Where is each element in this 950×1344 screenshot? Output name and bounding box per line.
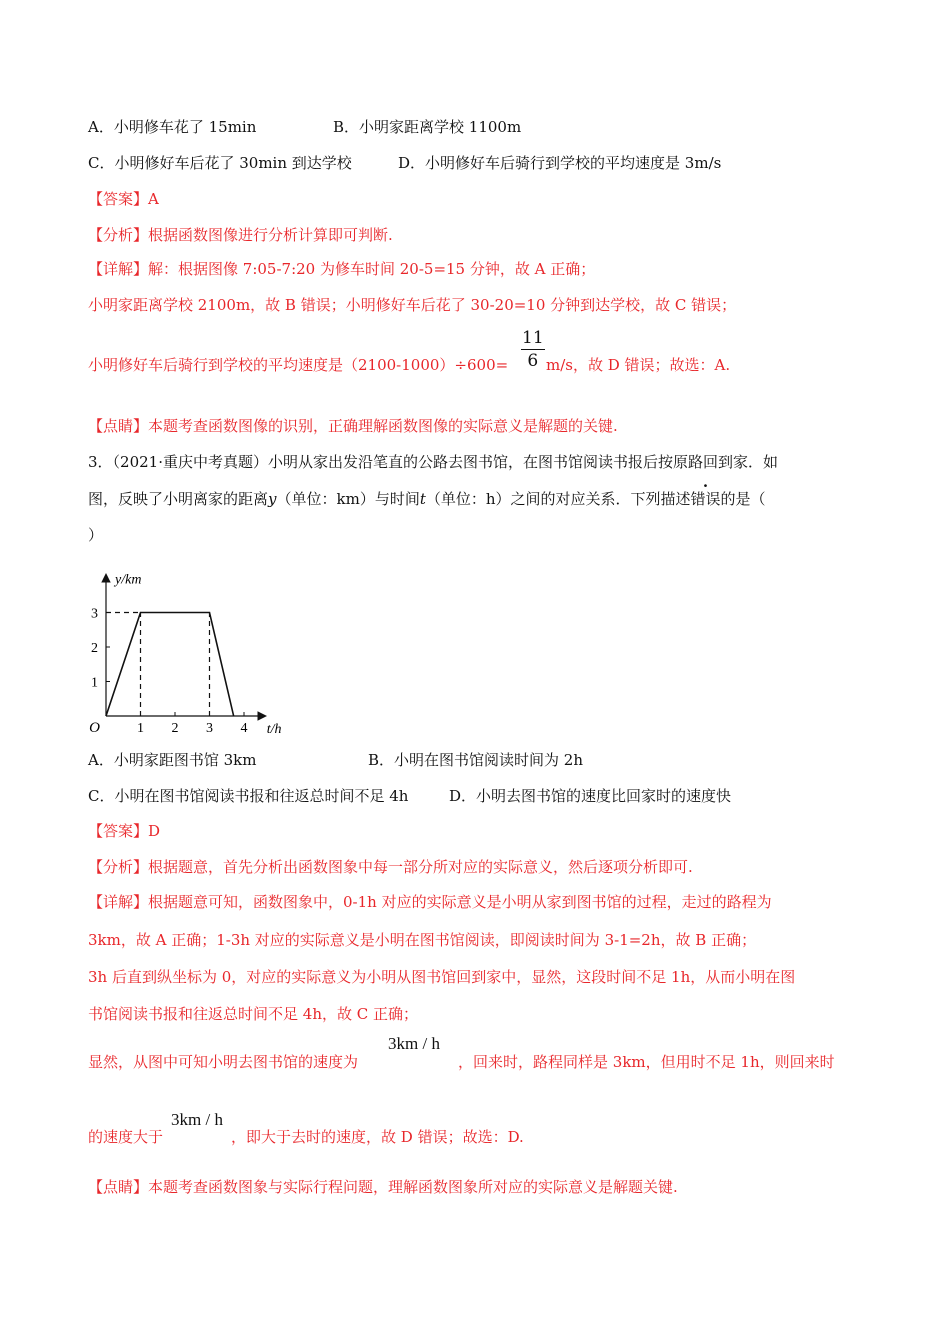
q2-detail-3-text: 小明修好车后骑行到学校的平均速度是（2100-1000）÷600= — [88, 356, 509, 374]
q3-detail-6-tail: ，即大于去时的速度，故 D 错误；故选：D. — [231, 1128, 524, 1146]
y-tick-label-2: 2 — [91, 641, 98, 656]
q2-option-b: B．小明家距离学校 1100m — [333, 118, 522, 136]
q2-analysis: 【分析】根据函数图像进行分析计算即可判断. — [88, 226, 393, 244]
distance-time-graph — [86, 560, 316, 740]
q2-detail-3 — [88, 354, 508, 376]
q3-detail-3: 3h 后直到纵坐标为 0，对应的实际意义为小明从图书馆回到家中，显然，这段时间不足 1h，从而小明在图 — [88, 968, 796, 986]
x-tick-label-1: 1 — [137, 721, 144, 736]
series-line-distance — [106, 613, 234, 717]
origin-label: O — [89, 720, 100, 736]
x-tick-label-3: 3 — [206, 721, 213, 736]
q3-detail-6-text: 的速度大于 — [88, 1128, 164, 1146]
q3-comment: 【点睛】本题考查函数图象与实际行程问题，理解函数图象所对应的实际意义是解题关键. — [88, 1178, 678, 1196]
graph-labels — [89, 572, 281, 737]
q2-fraction-numerator: 11 — [522, 328, 544, 348]
q3-var-t: t — [419, 490, 426, 508]
q3-option-b: B．小明在图书馆阅读时间为 2h — [368, 751, 583, 769]
q3-stem-2b: （单位：km）与时间 — [276, 490, 420, 508]
q2-detail-1: 【详解】解：根据图像 7:05-7:20 为修车时间 20-5=15 分钟，故 A 正确； — [88, 260, 596, 278]
q2-detail-2: 小明家距离学校 2100m，故 B 错误；小明修好车后花了 30-20=10 分钟到达学校，故 C 错误； — [88, 296, 737, 314]
q2-comment: 【点睛】本题考查函数图像的识别，正确理解函数图像的实际意义是解题的关键. — [88, 417, 618, 435]
q2-option-c: C．小明修好车后花了 30min 到达学校 — [88, 154, 352, 172]
q2-detail-3-tail: m/s，故 D 错误；故选：A. — [546, 356, 731, 374]
q3-stem-1: 3．（2021·重庆中考真题）小明从家出发沿笔直的公路去图书馆，在图书馆阅读书报后按原路回到家．如 — [88, 453, 778, 471]
q3-speed-unit-2: 3km / h — [171, 1110, 223, 1129]
y-axis-label: y/km — [115, 572, 142, 588]
q2-option-d: D．小明修好车后骑行到学校的平均速度是 3m/s — [398, 154, 722, 172]
q3-stem-2 — [88, 488, 766, 510]
x-axis-label: t/h — [266, 722, 282, 737]
q3-option-d: D．小明去图书馆的速度比回家时的速度快 — [449, 787, 732, 805]
q3-detail-4: 书馆阅读书报和往返总时间不足 4h，故 C 正确； — [88, 1005, 418, 1023]
q3-answer: 【答案】D — [88, 822, 161, 840]
q3-emphasis-text: 错误 — [690, 490, 721, 508]
y-tick-label-3: 3 — [91, 606, 98, 622]
y-tick-label-1: 1 — [91, 675, 98, 691]
q2-option-a: A．小明修车花了 15min — [88, 118, 257, 136]
q2-answer: 【答案】A — [88, 190, 159, 208]
q2-fraction-denominator: 6 — [527, 351, 539, 371]
x-tick-label-2: 2 — [171, 721, 179, 736]
q3-emphasis — [691, 490, 721, 508]
graph-ticks — [106, 613, 244, 717]
q3-stem-2d: 的是（ — [720, 490, 766, 508]
graph-series — [106, 612, 234, 716]
q3-stem-3: ） — [88, 526, 104, 544]
q3-option-c: C．小明在图书馆阅读书报和往返总时间不足 4h — [88, 787, 409, 805]
q3-var-y: y — [268, 490, 277, 508]
q3-detail-5-text: 显然，从图中可知小明去图书馆的速度为 — [88, 1053, 359, 1071]
q3-option-a: A．小明家距图书馆 3km — [88, 751, 257, 769]
x-tick-label-4: 4 — [240, 721, 248, 736]
q3-detail-2: 3km，故 A 正确；1-3h 对应的实际意义是小明在图书馆阅读，即阅读时间为 3-1=2h，故 B 正确； — [88, 931, 757, 949]
q3-stem-2a: 图，反映了小明离家的距离 — [88, 490, 269, 508]
q3-detail-1: 【详解】根据题意可知，函数图象中，0-1h 对应的实际意义是小明从家到图书馆的过程，走过的路程为 — [88, 893, 772, 911]
graph-guides — [106, 613, 210, 717]
q3-speed-unit-1: 3km / h — [388, 1034, 440, 1053]
q3-analysis: 【分析】根据题意，首先分析出函数图象中每一部分所对应的实际意义，然后逐项分析即可. — [88, 858, 693, 876]
q2-fraction — [521, 327, 545, 372]
q3-detail-5-tail: ，回来时，路程同样是 3km，但用时不足 1h，则回来时 — [458, 1053, 835, 1071]
q3-stem-2c: （单位：h）之间的对应关系．下列描述 — [425, 490, 691, 508]
